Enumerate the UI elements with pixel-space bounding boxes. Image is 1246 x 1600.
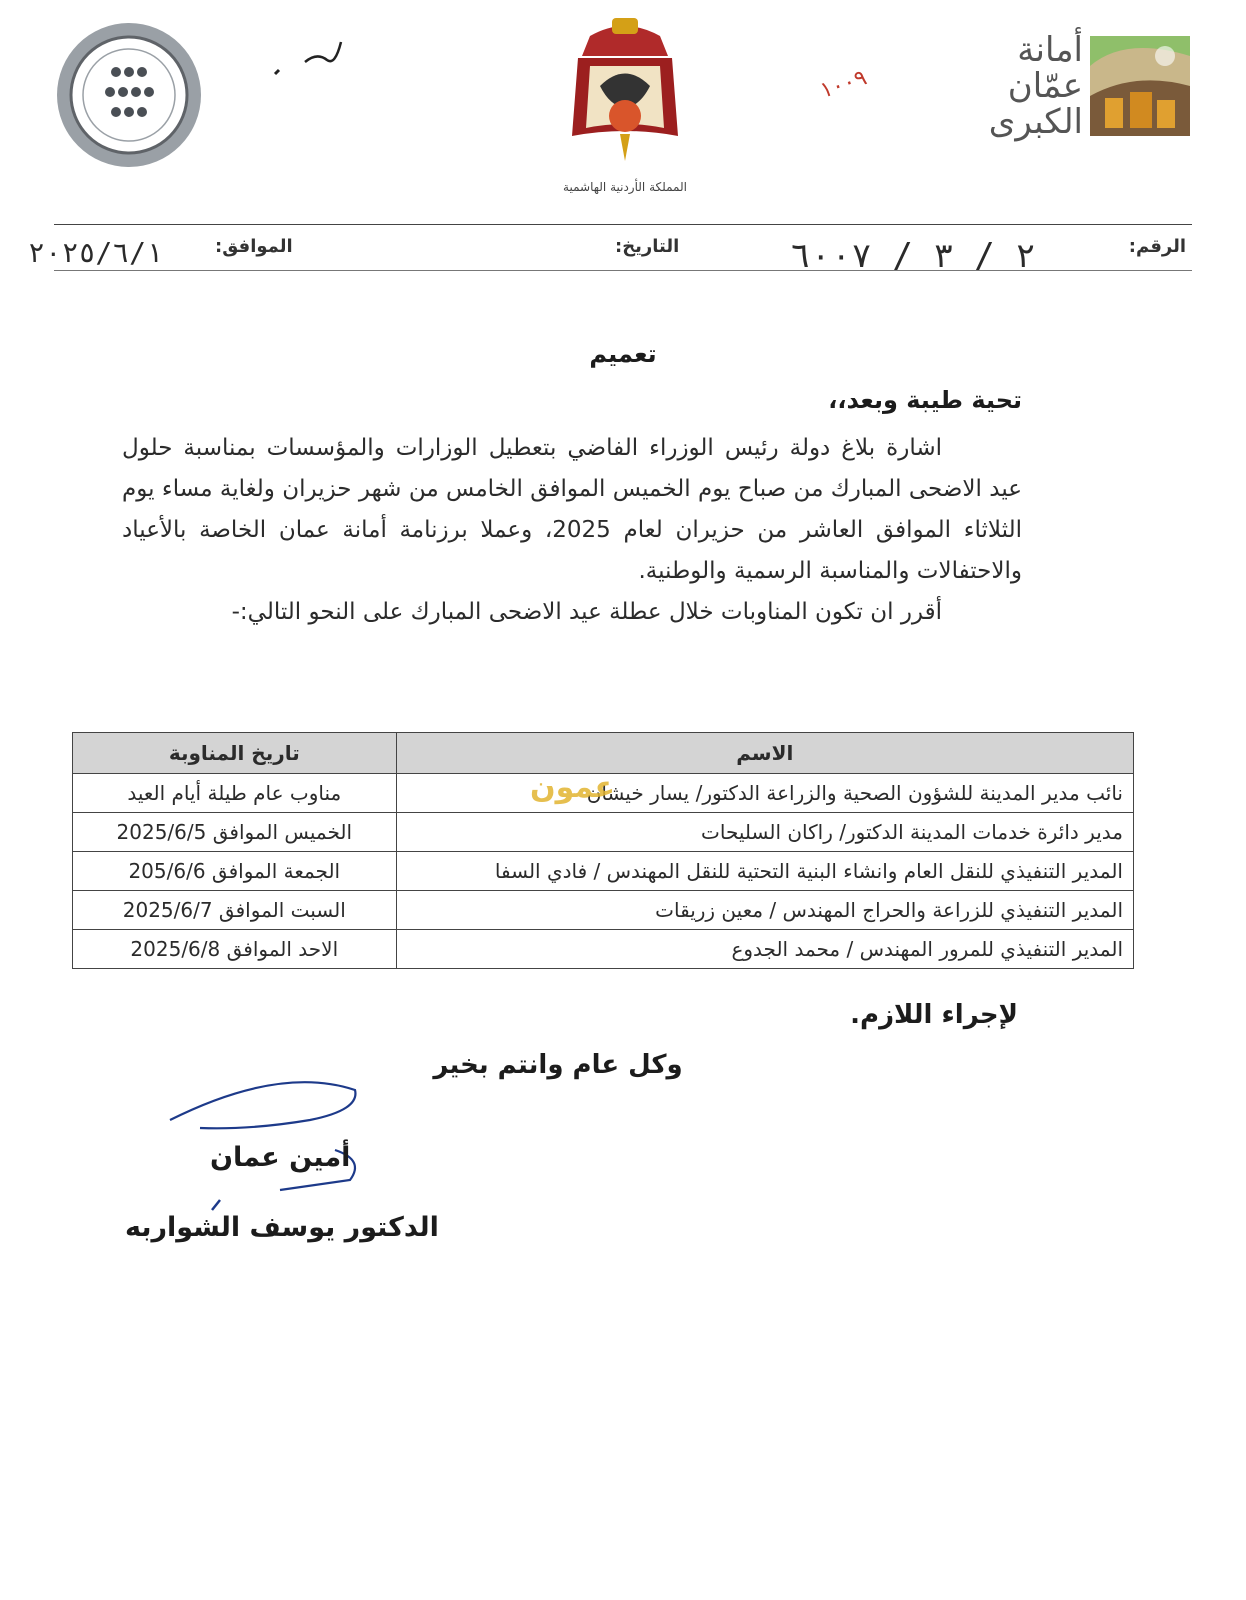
ref-number-label: الرقم: <box>1128 236 1186 257</box>
table-cell-name: مدير دائرة خدمات المدينة الدكتور/ راكان السليحات <box>396 813 1133 852</box>
table-cell-date: الجمعة الموافق 205/6/6 <box>73 852 397 891</box>
table-cell-date: الاحد الموافق 2025/6/8 <box>73 930 397 969</box>
coat-caption: المملكة الأردنية الهاشمية <box>563 180 687 194</box>
table-cell-name: نائب مدير المدينة للشؤون الصحية والزراعة الدكتور/ يسار خيشان <box>396 774 1133 813</box>
ref-number-value: ٢ / ٣ / ٦٠٠٧ <box>790 236 1036 276</box>
table-row <box>73 930 1134 969</box>
table-cell-date: السبت الموافق 2025/6/7 <box>73 891 397 930</box>
agree-date-value: ٢٠٢٥/٦/١ <box>28 236 163 269</box>
org-name-line: الكبرى <box>988 102 1083 142</box>
signer-title: أمين عمان <box>210 1142 351 1173</box>
agree-date-label: الموافق: <box>215 236 293 257</box>
header-rule-bottom <box>54 270 1192 271</box>
column-header-date: تاريخ المناوبة <box>73 733 397 774</box>
body-text <box>122 428 1022 633</box>
paragraph: اشارة بلاغ دولة رئيس الوزراء الفاضي بتعطيل الوزارات والمؤسسات بمناسبة حلول عيد الاضحى المبارك من صباح يوم الخميس الموافق الخامس من شهر حزيران ولغاية مساء يوم الثلاثاء الموافق العاشر من حزيران لعام 2025، وعملا برزنامة أمانة عمان الخاصة بالأعياد والاحتفالات والمناسبة الرسمية والوطنية. <box>122 435 1022 584</box>
date-label: التاريخ: <box>615 236 680 257</box>
coat-of-arms-icon <box>560 16 690 166</box>
watermark: عمون <box>530 770 616 805</box>
amman-municipality-logo <box>1085 26 1195 146</box>
paragraph: أقرر ان تكون المناوبات خلال عطلة عيد الاضحى المبارك على النحو التالي:- <box>231 599 942 625</box>
table-row <box>73 852 1134 891</box>
table-row <box>73 891 1134 930</box>
org-name <box>985 32 1083 140</box>
document-title: تعميم <box>589 340 657 368</box>
red-handwritten-number: ١٠٠٩ <box>817 65 870 104</box>
greeting: تحية طيبة وبعد،، <box>828 386 1022 414</box>
table-cell-name: المدير التنفيذي للزراعة والحراج المهندس / معين زريقات <box>396 891 1133 930</box>
table-cell-date: الخميس الموافق 2025/6/5 <box>73 813 397 852</box>
org-name-line: أمانة <box>1017 30 1083 70</box>
table-row <box>73 813 1134 852</box>
header-rule <box>54 224 1192 225</box>
excellence-seal-logo <box>54 20 204 170</box>
duty-schedule-table <box>72 732 1134 969</box>
org-name-line: عمّان <box>1007 66 1083 106</box>
closing-action: لإجراء اللازم. <box>850 1000 1018 1030</box>
closing-wish: وكل عام وانتم بخير <box>433 1050 683 1080</box>
table-header-row <box>73 733 1134 774</box>
table-cell-name: المدير التنفيذي للمرور المهندس / محمد الجدوع <box>396 930 1133 969</box>
handwritten-mark <box>265 32 355 82</box>
column-header-name: الاسم <box>396 733 1133 774</box>
table-cell-name: المدير التنفيذي للنقل العام وانشاء البنية التحتية للنقل المهندس / فادي السفا <box>396 852 1133 891</box>
signer-name: الدكتور يوسف الشواربه <box>125 1212 439 1243</box>
table-cell-date: مناوب عام طيلة أيام العيد <box>73 774 397 813</box>
